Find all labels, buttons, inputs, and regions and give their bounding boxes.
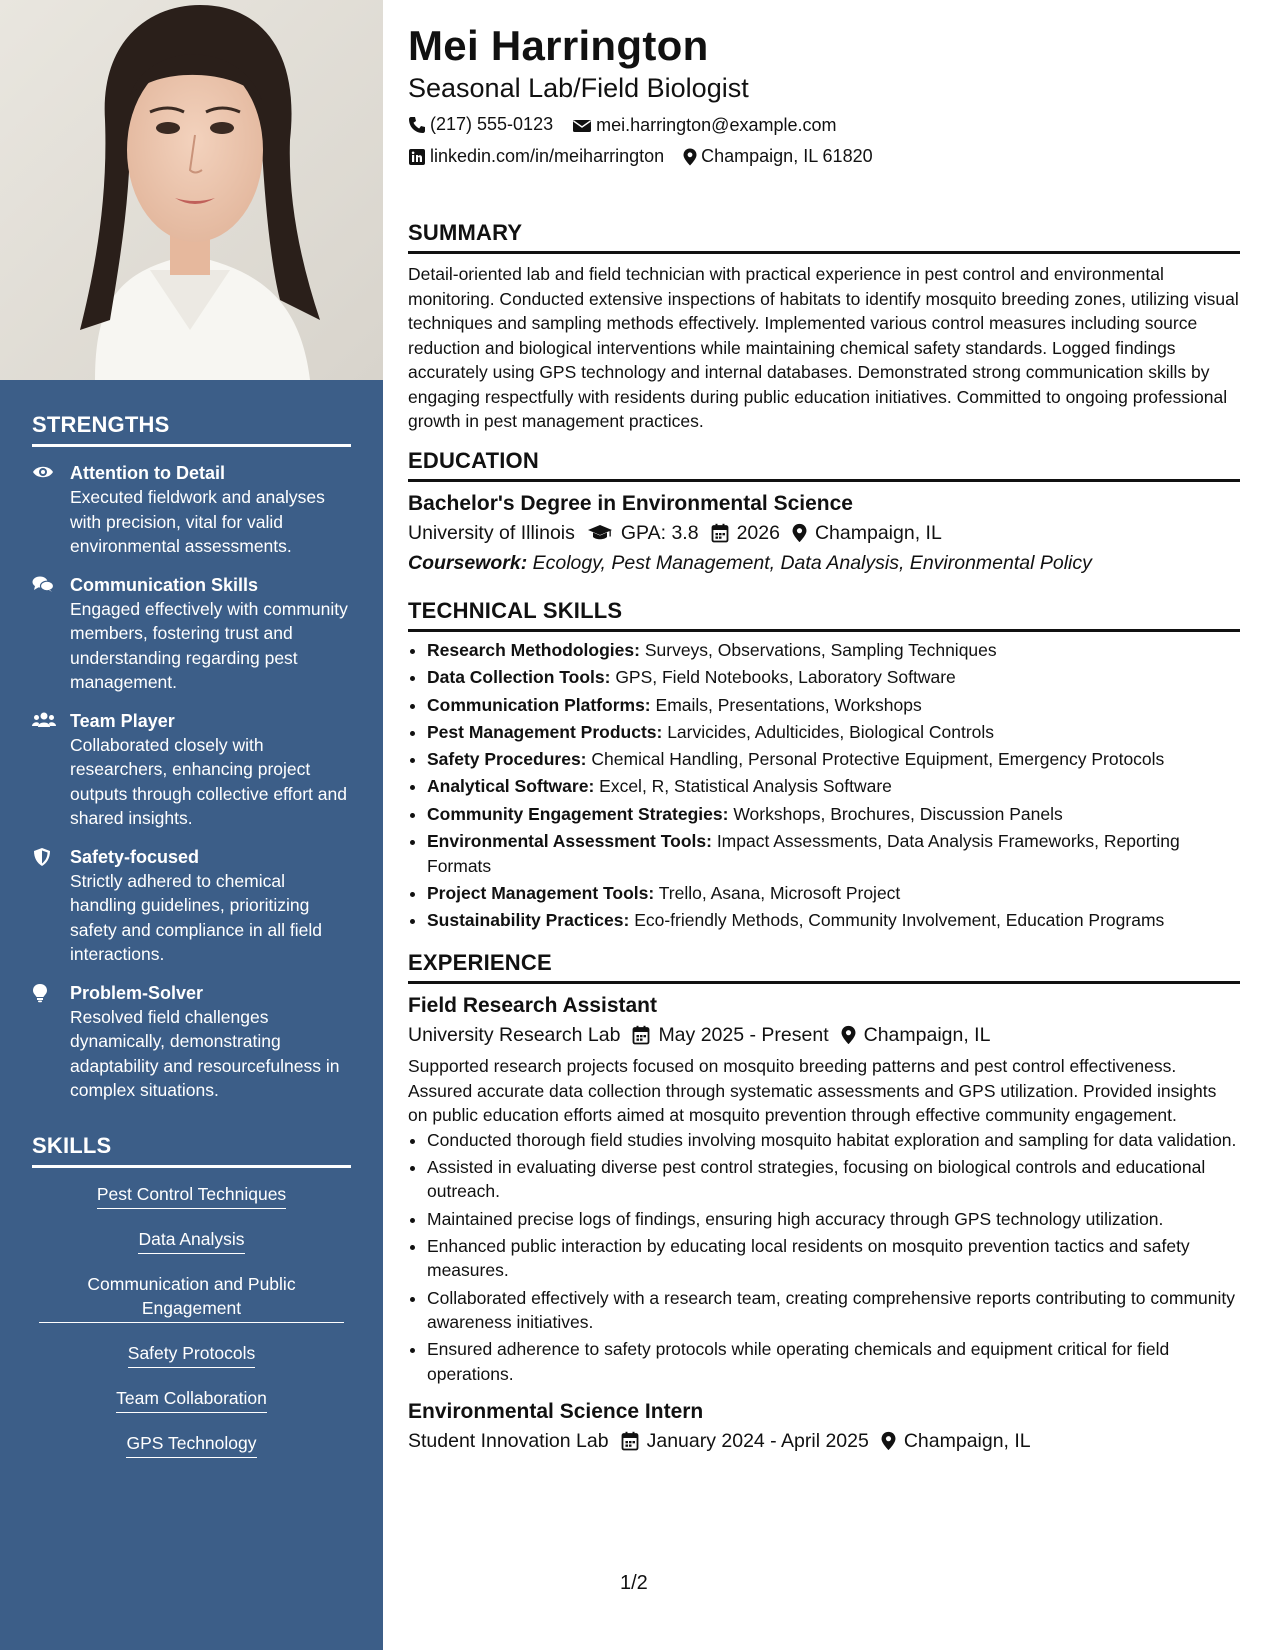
job-bullets <box>408 1128 1240 1387</box>
coursework <box>408 548 1240 578</box>
coursework-list: Ecology, Pest Management, Data Analysis, Environmental Policy <box>532 552 1092 574</box>
list-item <box>427 638 1240 663</box>
strength-desc: Executed fieldwork and analyses with precision, vital for valid environmental assessments. <box>70 487 325 556</box>
experience-section <box>408 950 1240 1456</box>
page-number: 1/2 <box>620 1572 648 1594</box>
strength-item <box>32 845 351 967</box>
skill-item: Communication and Public Engagement <box>39 1272 344 1323</box>
linkedin-icon <box>408 148 426 166</box>
skill-item: Pest Control Techniques <box>97 1182 286 1209</box>
location-pin-icon <box>881 1431 896 1451</box>
skill-item: Data Analysis <box>138 1227 244 1254</box>
school-name: University of Illinois <box>408 522 575 544</box>
list-item <box>427 829 1240 878</box>
education-location: Champaign, IL <box>814 522 942 544</box>
skill-label: Research Methodologies: <box>427 640 640 660</box>
list-item: • Collaborated effectively with a research team, creating comprehensive reports contributing to community awareness initiatives. <box>427 1286 1240 1335</box>
list-item <box>427 774 1240 799</box>
graduation-year: 2026 <box>736 522 780 544</box>
list-item <box>427 908 1240 933</box>
skill-list <box>32 1182 351 1476</box>
contact-row <box>408 114 850 139</box>
list-item: • Maintained precise logs of findings, ensuring high accuracy through GPS technology utilization. <box>427 1207 1240 1232</box>
lightbulb-icon <box>32 983 56 1003</box>
experience-heading: EXPERIENCE <box>408 950 1240 984</box>
summary-section <box>408 220 1240 434</box>
profile-photo <box>0 0 383 380</box>
list-item: • Assisted in evaluating diverse pest control strategies, focusing on biological controls and educational outreach. <box>427 1155 1240 1204</box>
skills-section <box>32 1133 351 1476</box>
users-icon <box>32 711 56 731</box>
job-dates: May 2025 - Present <box>658 1024 829 1046</box>
graduation-cap-icon <box>587 524 613 542</box>
list-item <box>427 665 1240 690</box>
job-entry <box>408 1398 1240 1456</box>
technical-skills-section <box>408 598 1240 935</box>
job-title: Environmental Science Intern <box>408 1400 704 1424</box>
strengths-section <box>32 412 351 1103</box>
strength-item <box>32 573 351 695</box>
list-item: • Conducted thorough field studies involving mosquito habitat exploration and sampling for data validation. <box>427 1128 1240 1153</box>
strength-title: Safety-focused <box>70 846 200 867</box>
strength-desc: Strictly adhered to chemical handling guidelines, prioritizing safety and compliance in all field interactions. <box>70 870 322 964</box>
strength-desc: Engaged effectively with community members, fostering trust and understanding regarding pest management. <box>70 598 348 692</box>
degree-title: Bachelor's Degree in Environmental Science <box>408 492 853 515</box>
gpa-text: GPA: 3.8 <box>620 522 699 544</box>
skill-value: Excel, R, Statistical Analysis Software <box>599 776 892 797</box>
skill-item: Safety Protocols <box>128 1341 255 1368</box>
strength-desc: Collaborated closely with researchers, enhancing project outputs through collective effort and shared insights. <box>70 734 347 828</box>
email-link[interactable]: mei.harrington@example.com <box>596 115 837 135</box>
job-org: University Research Lab <box>408 1024 621 1046</box>
skill-value: GPS, Field Notebooks, Laboratory Software <box>615 667 956 688</box>
skills-heading: SKILLS <box>32 1133 351 1168</box>
list-item: • Ensured adherence to safety protocols while operating chemicals and equipment critical for field operations. <box>427 1337 1240 1386</box>
strength-title: Communication Skills <box>70 574 259 595</box>
skill-value: Larvicides, Adulticides, Biological Controls <box>667 721 995 742</box>
summary-heading: SUMMARY <box>408 220 1240 254</box>
job-location: Champaign, IL <box>863 1024 991 1046</box>
comments-icon <box>32 575 56 595</box>
list-item: • Enhanced public interaction by educating local residents on mosquito prevention tactics and safety measures. <box>427 1234 1240 1283</box>
job-location: Champaign, IL <box>903 1430 1031 1453</box>
calendar-icon <box>621 1431 639 1451</box>
skill-label: Analytical Software: <box>427 776 595 797</box>
skill-value: Workshops, Brochures, Discussion Panels <box>733 803 1063 824</box>
job-dates: January 2024 - April 2025 <box>646 1430 869 1453</box>
strengths-heading: STRENGTHS <box>32 412 351 447</box>
calendar-icon <box>711 523 729 543</box>
list-item <box>427 747 1240 772</box>
education-meta <box>408 518 1240 548</box>
candidate-name: Mei Harrington <box>408 22 709 69</box>
job-meta <box>408 1426 1240 1456</box>
shield-icon <box>32 847 56 867</box>
job-entry <box>408 992 1240 1386</box>
coursework-label: Coursework: <box>408 552 528 574</box>
candidate-title: Seasonal Lab/Field Biologist <box>408 73 749 103</box>
skill-label: Communication Platforms: <box>427 694 651 715</box>
strength-item <box>32 709 351 831</box>
strength-title: Attention to Detail <box>70 463 225 483</box>
skill-label: Project Management Tools: <box>427 882 655 903</box>
linkedin-link[interactable]: linkedin.com/in/meiharrington <box>430 146 665 166</box>
skill-label: Safety Procedures: <box>427 749 587 770</box>
location-pin-icon <box>841 1025 856 1045</box>
list-item <box>427 802 1240 827</box>
education-heading: EDUCATION <box>408 448 1240 482</box>
calendar-icon <box>632 1025 650 1045</box>
job-meta <box>408 1020 1240 1050</box>
strength-title: Team Player <box>70 710 175 731</box>
eye-icon <box>32 463 56 483</box>
skill-item: GPS Technology <box>126 1431 256 1458</box>
skill-value: Impact Assessments, Data Analysis Frameworks, Reporting Formats <box>427 831 1180 876</box>
skill-value: Surveys, Observations, Sampling Techniques <box>644 640 997 660</box>
skill-item: Team Collaboration <box>116 1386 267 1413</box>
education-section <box>408 448 1240 578</box>
skill-value: Chemical Handling, Personal Protective Equipment, Emergency Protocols <box>591 749 1165 770</box>
skill-label: Sustainability Practices: <box>427 910 630 931</box>
phone-icon <box>408 116 426 134</box>
skill-value: Emails, Presentations, Workshops <box>655 694 922 715</box>
skill-label: Community Engagement Strategies: <box>427 803 729 824</box>
skill-value: Eco-friendly Methods, Community Involvement, Education Programs <box>634 910 1165 931</box>
phone-number: (217) 555-0123 <box>430 114 554 134</box>
job-title: Field Research Assistant <box>408 994 657 1017</box>
job-org: Student Innovation Lab <box>408 1430 609 1453</box>
location-text: Champaign, IL 61820 <box>701 146 873 166</box>
strength-desc: Resolved field challenges dynamically, demonstrating adaptability and resourcefulness in complex situations. <box>70 1006 340 1100</box>
list-item <box>427 693 1240 718</box>
strength-item <box>32 461 351 559</box>
skill-label: Pest Management Products: <box>427 721 663 742</box>
strength-item <box>32 981 351 1103</box>
sidebar <box>0 0 383 1650</box>
list-item <box>427 881 1240 906</box>
job-summary: Supported research projects focused on mosquito breeding patterns and pest control effectiveness. Assured accurate data collection through systematic assessments and GPS utilization. Provided insights on public education efforts aimed at mosquito prevention through effective community engagement. <box>408 1056 1217 1125</box>
technical-skills-heading: TECHNICAL SKILLS <box>408 598 1240 632</box>
skill-label: Data Collection Tools: <box>427 667 611 688</box>
location-pin-icon <box>683 148 697 166</box>
list-item <box>427 720 1240 745</box>
strength-title: Problem-Solver <box>70 982 204 1003</box>
skill-label: Environmental Assessment Tools: <box>427 831 712 852</box>
envelope-icon <box>572 118 592 134</box>
contact-row-2 <box>408 146 887 171</box>
skill-value: Trello, Asana, Microsoft Project <box>658 882 901 903</box>
location-pin-icon <box>792 523 807 543</box>
technical-skills-list <box>408 638 1240 933</box>
summary-text: Detail-oriented lab and field technician with practical experience in pest control and environmental monitoring. Conducted extensive inspections of habitats to identify mosquito breeding zones, utilizing visual techniques and sampling methods effectively. Implemented various control measures including source reduction and biological interventions while maintaining chemical safety standards. Logged findings accurately using GPS technology and internal databases. Demonstrated strong communication skills by engaging respectfully with residents during public education initiatives. Committed to ongoing professional growth in pest management practices. <box>408 264 1239 431</box>
